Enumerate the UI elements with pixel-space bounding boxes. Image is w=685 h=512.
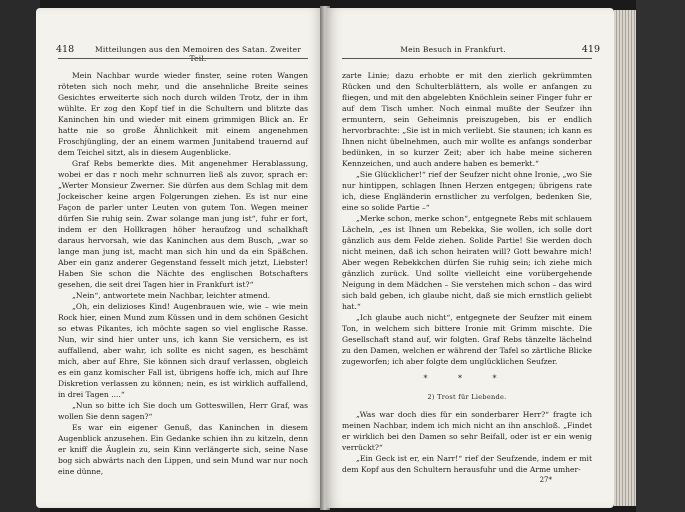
running-head: Mitteilungen aus den Memoiren des Satan. Zweiter [94, 45, 302, 54]
page-edges [614, 10, 636, 506]
background [0, 0, 40, 512]
left-page [36, 8, 324, 508]
paragraph: „Nein“, antwortete mein Nachbar, leichter atmend. [72, 291, 271, 300]
paragraph: zarte Linie; dazu erhobte er mit den zierlich gekrümmten Rücken und den Schulterblättern, als wolle er anfangen zu fliegen, und mit den abgelebten Knöchlein seiner Finger fuhr er auf dem Tisch umher. Noch einmal mußte der Seufzer ihn ermuntern, sein Geheimnis preiszugeben, bis er endlich hervorbrachte: „Sie ist in mich verliebt. Sie staunen; ich kann es Ihnen nicht übelnehmen, auch mir wollte es anfangs sonderbar bedünken, in so kurzer Zeit; aber ich habe meine sicheren Kennzeichen, und auch andere haben es bemerkt.“ [342, 71, 592, 168]
paragraph: „Was war doch dies für ein sonderbarer Herr?“ fragte ich meinen Nachbar, indem ich mich nicht an ihn anschloß. „Findet er wirklich bei den Damen so sehr Beifall, oder ist er ein wenig verrückt?“ [342, 410, 592, 452]
right-page [326, 8, 614, 508]
left-page-body [58, 70, 308, 477]
section-heading: 2) Trost für Liebende. [427, 393, 507, 401]
header-rule [58, 58, 308, 59]
paragraph: Graf Rebs bemerkte dies. Mit angenehmer Herablassung, wobei er das r noch mehr schnurren ließ als zuvor, sprach er: „Werter Monsieur Zwerner. Sie dürfen aus dem Schlag mit dem Jockeischer keine argen Folgerungen ziehen. Es ist nur eine Façon de parler unter Leuten von gutem Ton. Wegen meiner dürfen Sie ruhig sein. Zwar solange man jung ist“, fuhr er fort, indem er den Hollkragen höher heraufzog und schalkhaft daraus hervorsah, wie das Kaninchen aus dem Busch, „war so lange man jung ist, macht man sich hin und da ein Späßchen. Aber ein ganz anderer Gegenstand fesselt mich jetzt, Liebster! Haben Sie schon die Nächte des englischen Botschafters gesehen, die seit drei Tagen hier in Frankfurt ist?“ [58, 159, 308, 289]
right-page-body [342, 70, 592, 475]
paragraph: Mein Nachbar wurde wieder finster, seine roten Wangen röteten sich noch mehr, und die ansehnliche Breite seines Gesichtes erweiterte sich noch durch wilden Trotz, der in ihm wühlte. Er zog den Kopf tief in die Schultern und blitzte das Kaninchen hin und wieder mit einem grimmigen Blick an. Er hatte nie so große Ähnlichkeit mit einem angenehmen Froschjüngling, der an einem warmen Junitabend trauernd auf dem Teichel sitzt, als in diesem Augenblicke. [58, 71, 308, 157]
paragraph: „Merke schon, merke schon“, entgegnete Rebs mit schlauem Lächeln, „es ist Ihnen um Rebekka, Sie wollen, ich solle dort gänzlich aus dem Felde ziehen. Solide Partie! Sie werden doch nicht meinen, daß ich schon heiraten will? Gott bewahre mich! Aber wegen Rebekkchen dürfen Sie ruhig sein; ich ziehe mich gänzlich zurück. Und sollte vielleicht eine vorübergehende Neigung in dem Mädchen – Sie verstehen mich schon – das wird sich bald geben, ich glaube nicht, daß sie mich ernstlich geliebt hat.“ [342, 214, 592, 311]
paragraph: „Ich glaube auch nicht“, entgegnete der Seufzer mit einem Ton, in welchem sich bittere Ironie mit Grimm mischte. Die Gesellschaft stand auf, wir folgten. Graf Rebs tänzelte lächelnd zu den Damen, welchen er während der Tafel so zärtliche Blicke zugeworfen; ich aber folgte dem unglücklichen Seufzer. [342, 313, 592, 366]
paragraph: „Oh, ein delizioses Kind! Augenbrauen wie, wie – wie mein Rock hier, einen Mund zum Küssen und in dem schönen Gesicht so etwas Pikantes, ich möchte sagen so viel englische Rasse. Nun, wir sind hier unter uns, ich kann Sie versichern, es ist auffallend, aber wahr, ich sollte es nicht sagen, es beschämt mich, aber auf Ehre, Sie können sich drauf verlassen, obgleich es ein ganz komischer Fall ist, übrigens hoffe ich, mich auf Ihre Diskretion verlassen zu können; nein, es ist wirklich auffallend, in drei Tagen ....“ [58, 302, 308, 399]
paragraph: „Nun so bitte ich Sie doch um Gotteswillen, Herr Graf, was wollen Sie denn sagen?“ [58, 401, 308, 421]
right-page-header [346, 44, 600, 58]
running-head: Mein Besuch in Frankfurt. [400, 45, 506, 54]
page-number: 419 [581, 44, 600, 55]
left-page-header [56, 44, 310, 58]
book-cover [636, 0, 685, 512]
signature-mark: 27* [539, 476, 552, 484]
page-number: 418 [56, 44, 75, 55]
header-rule [342, 58, 592, 59]
paragraph: „Ein Geck ist er, ein Narr!“ rief der Seufzende, indem er mit dem Kopf aus den Schultern herausfuhr und die Arme umher- [342, 454, 592, 474]
section-separator: * * * [423, 374, 511, 383]
paragraph: Es war ein eigener Genuß, das Kaninchen in diesem Augenblick anzusehen. Ein Gedanke schien ihn zu kitzeln, denn er kniff die Äuglein zu, sein Kinn verlängerte sich, seine Nase bog sich abwärts nach den Lippen, und sein Mund war nur noch eine dünne, [58, 423, 308, 476]
paragraph: „Sie Glücklicher!“ rief der Seufzer nicht ohne Ironie, „wo Sie nur hintippen, schlagen Ihnen Herzen entgegen; übrigens rate ich, diese Engländerin ernstlicher zu verfolgen, bedenken Sie, eine so solide Partie –“ [342, 170, 592, 212]
